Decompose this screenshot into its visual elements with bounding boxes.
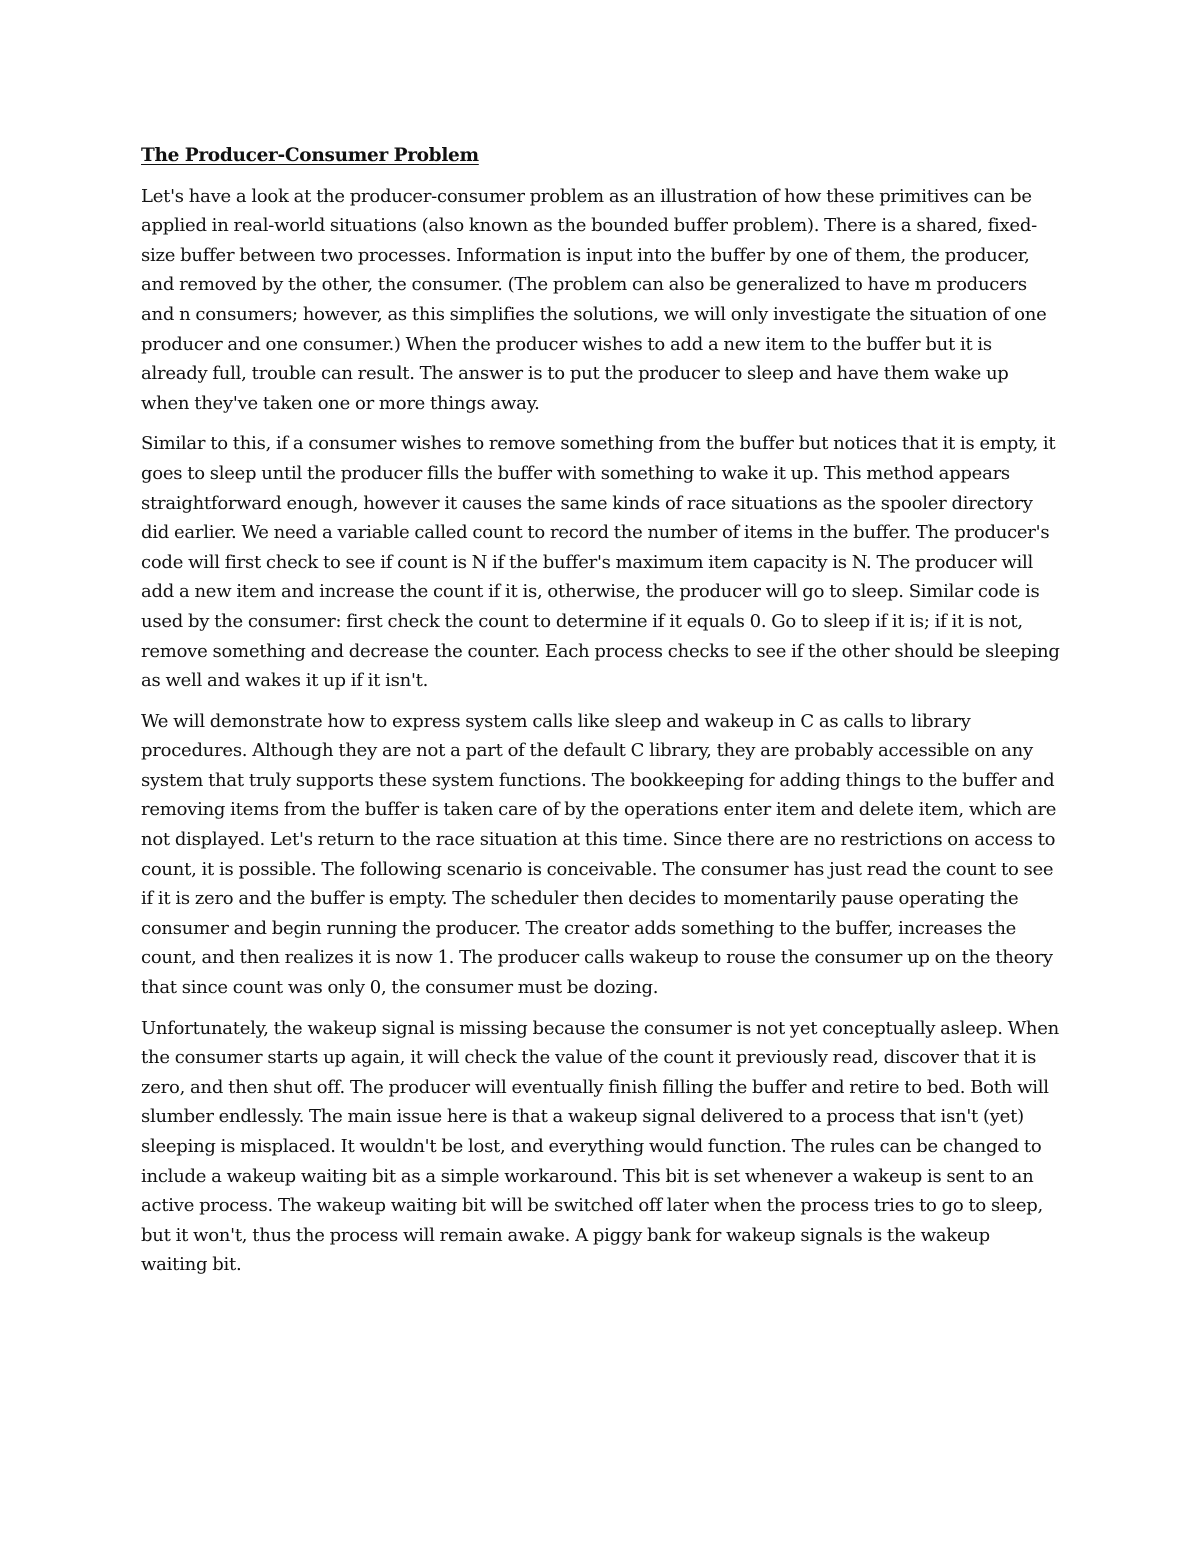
document-title: The Producer-Consumer Problem bbox=[141, 145, 479, 166]
paragraph-intro: Let's have a look at the producer-consumer problem as an illustration of how these primitives can be applied in real-world situations (also known as the bounded buffer problem). There is a shared, fixed-size buffer between two processes. Information is input into the buffer by one of them, the producer, and removed by the other, the consumer. (The problem can also be generalized to have m producers and n consumers; however, as this simplifies the solutions, we will only investigate the situation of one producer and one consumer.) When the producer wishes to add a new item to the buffer but it is already full, trouble can result. The answer is to put the producer to sleep and have them wake up when they've taken one or more things away. bbox=[141, 185, 1047, 414]
paragraph-system-calls: We will demonstrate how to express system calls like sleep and wakeup in C as calls to library procedures. Although they are not a part of the default C library, they are probably accessible on any system that truly supports these system functions. The bookkeeping for adding things to the buffer and removing items from the buffer is taken care of by the operations enter item and delete item, which are not displayed. Let's return to the race situation at this time. Since there are no restrictions on access to count, it is possible. The following scenario is conceivable. The consumer has just read the count to see if it is zero and the buffer is empty. The scheduler then decides to momentarily pause operating the consumer and begin running the producer. The creator adds something to the buffer, increases the count, and then realizes it is now 1. The producer calls wakeup to rouse the consumer up on the theory that since count was only 0, the consumer must be dozing. bbox=[141, 710, 1057, 999]
document-page bbox=[141, 141, 1061, 1291]
paragraph-consumer-sleep: Similar to this, if a consumer wishes to remove something from the buffer but notices that it is empty, it goes to sleep until the producer fills the buffer with something to wake it up. This method appears straightforward enough, however it causes the same kinds of race situations as the spooler directory did earlier. We need a variable called count to record the number of items in the buffer. The producer's code will first check to see if count is N if the buffer's maximum item capacity is N. The producer will add a new item and increase the count if it is, otherwise, the producer will go to sleep. Similar code is used by the consumer: first check the count to determine if it equals 0. Go to sleep if it is; if it is not, remove something and decrease the counter. Each process checks to see if the other should be sleeping as well and wakes it up if it isn't. bbox=[141, 433, 1060, 692]
paragraph-wakeup-signal: Unfortunately, the wakeup signal is missing because the consumer is not yet conceptually asleep. When the consumer starts up again, it will check the value of the count it previously read, discover that it is zero, and then shut off. The producer will eventually finish filling the buffer and retire to bed. Both will slumber endlessly. The main issue here is that a wakeup signal delivered to a process that isn't (yet) sleeping is misplaced. It wouldn't be lost, and everything would function. The rules can be changed to include a wakeup waiting bit as a simple workaround. This bit is set whenever a wakeup is sent to an active process. The wakeup waiting bit will be switched off later when the process tries to go to sleep, but it won't, thus the process will remain awake. A piggy bank for wakeup signals is the wakeup waiting bit. bbox=[141, 1017, 1060, 1276]
